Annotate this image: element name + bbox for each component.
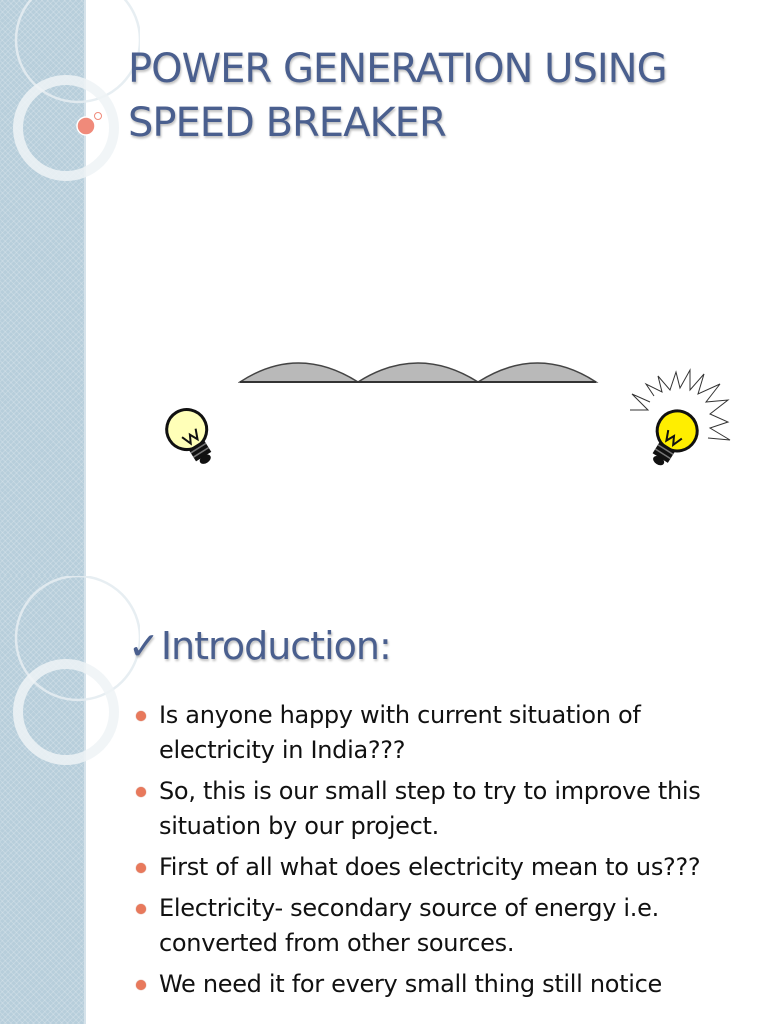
bullet-dot-icon (136, 711, 146, 721)
decorative-rings (0, 576, 140, 776)
slide-title: POWER GENERATION USING SPEED BREAKER (128, 46, 667, 146)
bullet-dot-icon (136, 863, 146, 873)
slide-2 (0, 576, 768, 1024)
bullet-list (134, 698, 744, 1008)
list-item (134, 967, 744, 1002)
unlit-bulb-icon (160, 402, 224, 476)
bullet-text: So, this is our small step to try to improve this situation by our project. (159, 777, 701, 840)
list-item (134, 850, 744, 885)
bullet-text: We need it for every small thing still notice (159, 970, 662, 998)
checkmark-icon: ✓ (128, 624, 159, 668)
lit-bulb-icon (624, 366, 744, 486)
bullet-dot-icon (136, 904, 146, 914)
list-item (134, 774, 744, 844)
bullet-dot-icon (136, 980, 146, 990)
heading-text: Introduction: (160, 624, 391, 668)
section-heading (128, 624, 391, 668)
speed-breaker-icon (238, 354, 600, 386)
bullet-text: First of all what does electricity mean to us??? (159, 853, 701, 881)
bullet-dot-icon (136, 787, 146, 797)
bullet-text: Is anyone happy with current situation of electricity in India??? (159, 701, 641, 764)
decorative-rings (0, 0, 140, 200)
list-item (134, 891, 744, 961)
bullet-text: Electricity- secondary source of energy i.e. converted from other sources. (159, 894, 659, 957)
list-item (134, 698, 744, 768)
